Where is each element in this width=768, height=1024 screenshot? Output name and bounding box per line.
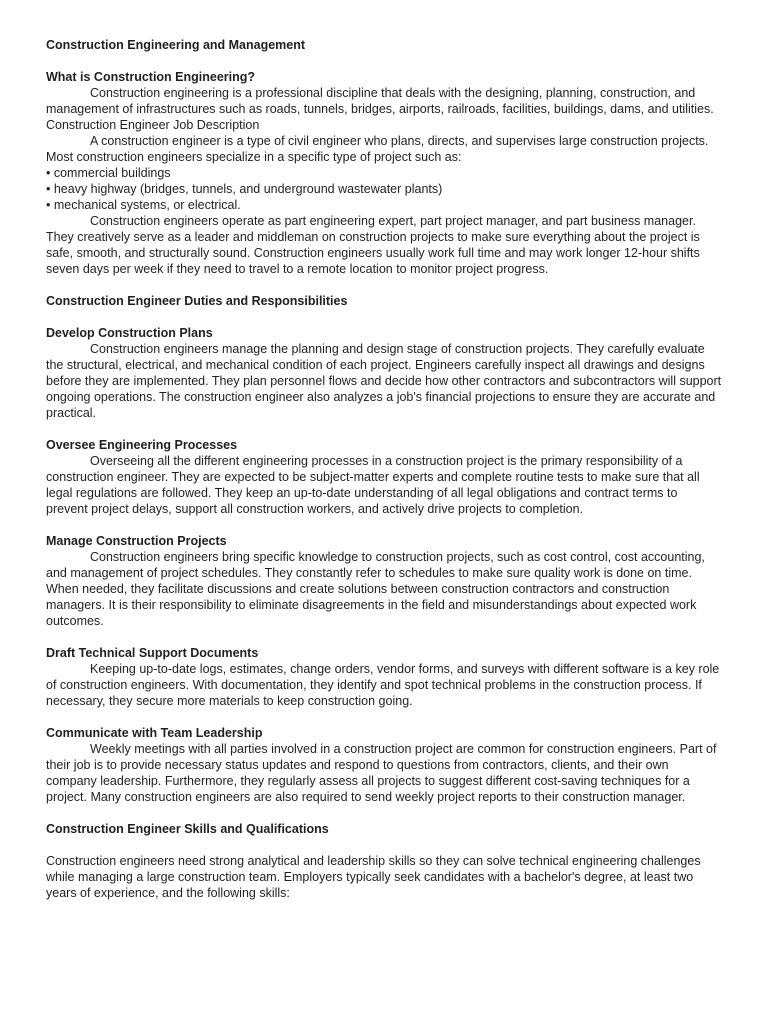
section-heading: Draft Technical Support Documents (46, 646, 259, 660)
bullet-item: • heavy highway (bridges, tunnels, and underground wastewater plants) (46, 182, 443, 196)
section-heading: Oversee Engineering Processes (46, 438, 238, 452)
section-heading: Construction Engineer Skills and Qualifications (46, 822, 329, 836)
section-heading: Communicate with Team Leadership (46, 726, 263, 740)
section-heading: Develop Construction Plans (46, 326, 213, 340)
paragraph: Overseeing all the different engineering processes in a construction project is the primary responsibility of a construction engineer. They are expected to be subject-matter experts and complete routine tests to make sure that all legal regulations are followed. They keep an up-to-date understanding of all legal obligations and contract terms to prevent project delays, support all construction workers, and actively drive projects to completion. (46, 454, 700, 516)
paragraph: Weekly meetings with all parties involved in a construction project are common for construction engineers. Part of their job is to provide necessary status updates and respond to questions from contractors, clients, and their own company leadership. Furthermore, they regularly assess all projects to suggest different cost-saving techniques for a project. Many construction engineers are also required to send weekly project reports to their construction manager. (46, 742, 717, 804)
section-heading: What is Construction Engineering? (46, 70, 256, 84)
paragraph: Construction Engineer Job Description (46, 118, 260, 132)
section-heading: Manage Construction Projects (46, 534, 227, 548)
section-heading: Construction Engineer Duties and Responsibilities (46, 294, 348, 308)
paragraph: Construction engineers manage the planning and design stage of construction projects. They carefully evaluate the structural, electrical, and mechanical condition of each project. Engineers carefully inspect all drawings and designs before they are implemented. They plan personnel flows and decide how other contractors and subcontractors will support ongoing operations. The construction engineer also analyzes a job's financial projections to ensure they are accurate and practical. (46, 342, 722, 420)
bullet-item: • mechanical systems, or electrical. (46, 198, 241, 212)
paragraph: Construction engineers bring specific knowledge to construction projects, such as cost control, cost accounting, and management of project schedules. They constantly refer to schedules to make sure quality work is done on time. When needed, they facilitate discussions and create solutions between construction contractors and construction managers. It is their responsibility to eliminate disagreements in the field and misunderstandings about expected work outcomes. (46, 550, 705, 628)
bullet-item: • commercial buildings (46, 166, 171, 180)
paragraph: Construction engineers need strong analytical and leadership skills so they can solve technical engineering challenges while managing a large construction team. Employers typically seek candidates with a bachelor's degree, at least two years of experience, and the following skills: (46, 854, 701, 900)
paragraph: Construction engineers operate as part engineering expert, part project manager, and part business manager. They creatively serve as a leader and middleman on construction projects to make sure everything about the project is safe, smooth, and structurally sound. Construction engineers usually work full time and may work longer 12-hour shifts seven days per week if they need to travel to a remote location to monitor project progress. (46, 214, 700, 276)
paragraph: Construction engineering is a professional discipline that deals with the designing, planning, construction, and management of infrastructures such as roads, tunnels, bridges, airports, railroads, facilities, buildings, dams, and utilities. (46, 86, 714, 116)
document-title: Construction Engineering and Management (46, 38, 306, 52)
paragraph: Keeping up-to-date logs, estimates, change orders, vendor forms, and surveys with different software is a key role of construction engineers. With documentation, they identify and spot technical problems in the construction process. If necessary, they secure more materials to keep construction going. (46, 662, 720, 708)
paragraph: A construction engineer is a type of civil engineer who plans, directs, and supervises large construction projects. Most construction engineers specialize in a specific type of project such as: (46, 134, 709, 164)
